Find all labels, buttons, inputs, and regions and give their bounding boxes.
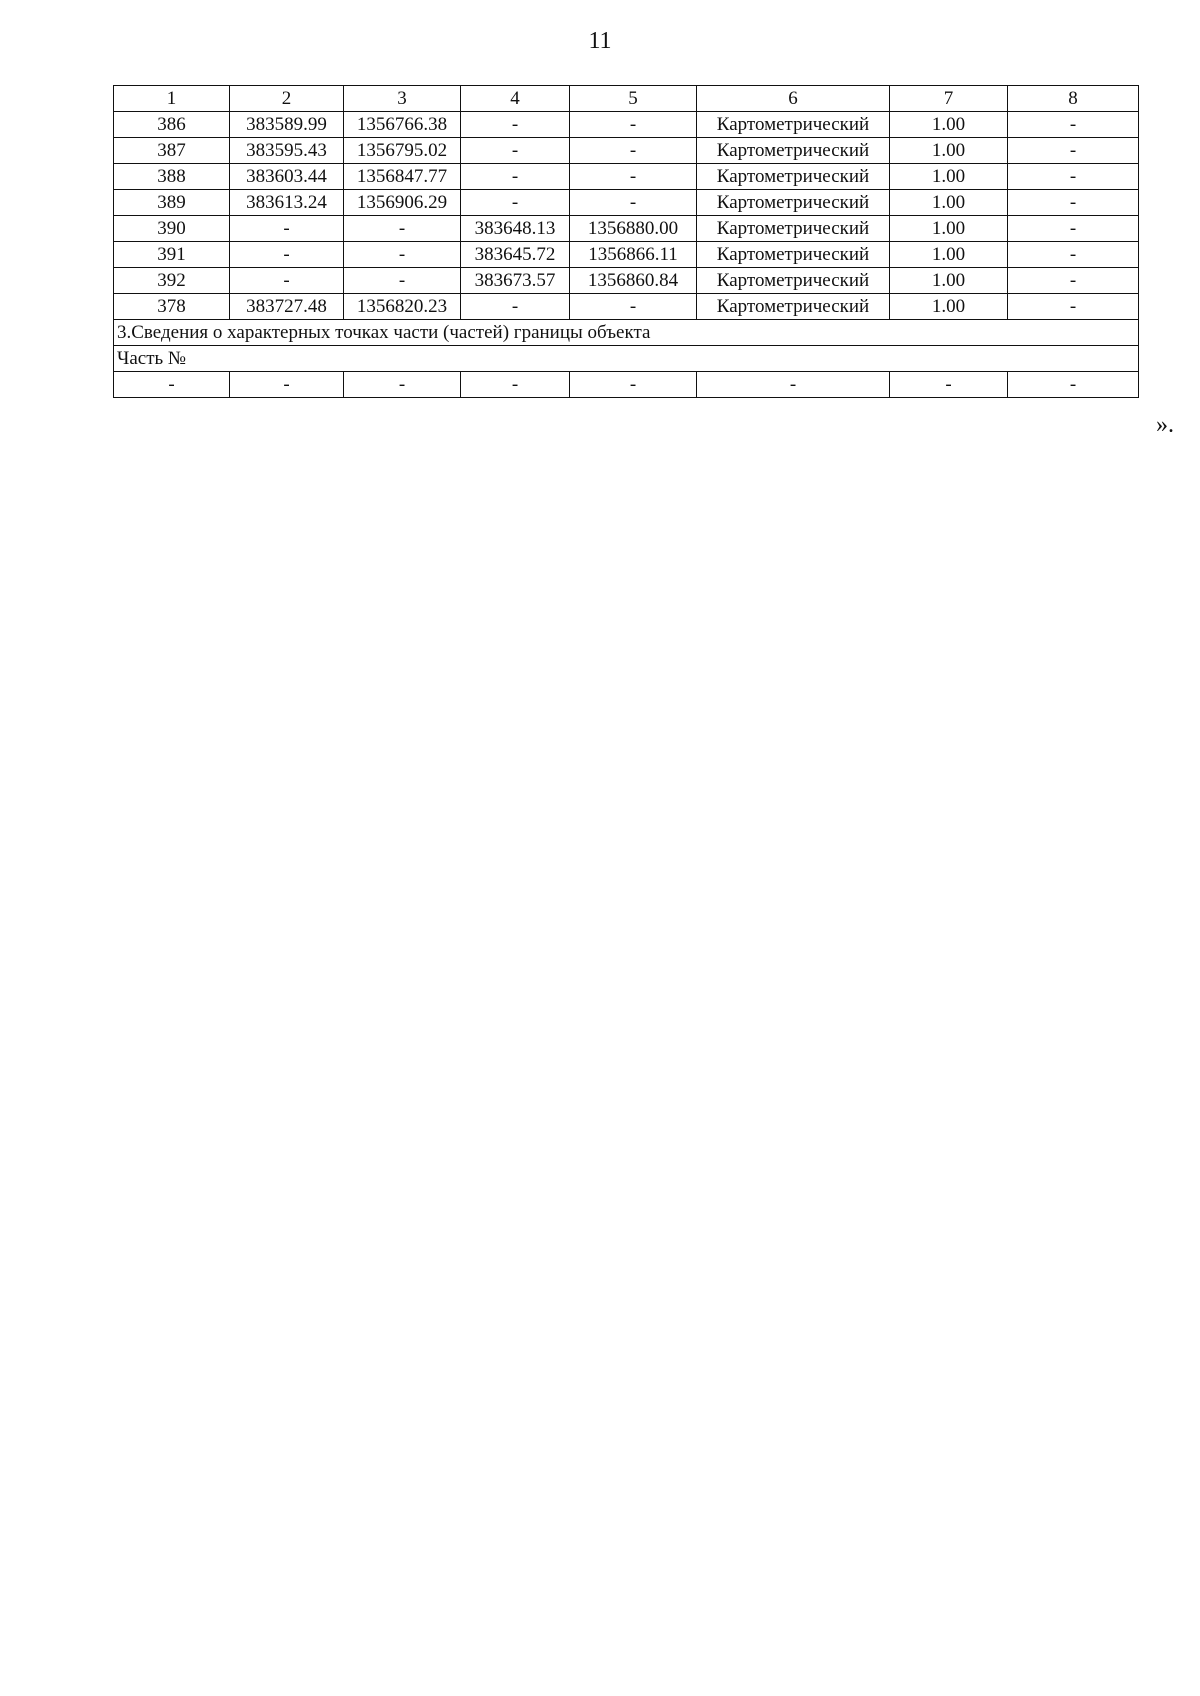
table-cell-col-7: 1.00 bbox=[890, 164, 1008, 190]
table-cell-col-7: 1.00 bbox=[890, 190, 1008, 216]
table-cell-col-2: - bbox=[230, 242, 344, 268]
table-cell-col-5: - bbox=[570, 138, 697, 164]
table-cell-col-7: 1.00 bbox=[890, 294, 1008, 320]
table-header-row bbox=[114, 86, 1139, 112]
table-cell-col-7: 1.00 bbox=[890, 138, 1008, 164]
table-cell-col-4: - bbox=[461, 294, 570, 320]
table-cell-col-6: Картометрический bbox=[697, 138, 890, 164]
table-cell-col-8: - bbox=[1008, 138, 1139, 164]
table-cell-col-4: 383645.72 bbox=[461, 242, 570, 268]
table-cell-col-8: - bbox=[1008, 216, 1139, 242]
table-cell-col-1: 392 bbox=[114, 268, 230, 294]
table-cell-col-5: 1356860.84 bbox=[570, 268, 697, 294]
table-cell-col-3: - bbox=[344, 242, 461, 268]
table-row bbox=[114, 138, 1139, 164]
table-row bbox=[114, 190, 1139, 216]
table-cell-col-8: 8 bbox=[1008, 86, 1139, 112]
table-cell-col-8: - bbox=[1008, 294, 1139, 320]
table-cell-col-8: - bbox=[1008, 112, 1139, 138]
table-cell-col-2: - bbox=[230, 216, 344, 242]
table-row bbox=[114, 294, 1139, 320]
table-row bbox=[114, 242, 1139, 268]
table-cell-col-1: 387 bbox=[114, 138, 230, 164]
table-cell-col-6: - bbox=[697, 372, 890, 398]
part-label: Часть № bbox=[114, 346, 1139, 372]
table-cell-col-3: 3 bbox=[344, 86, 461, 112]
table-cell-col-6: Картометрический bbox=[697, 242, 890, 268]
table-cell-col-4: - bbox=[461, 164, 570, 190]
table-cell-col-3: 1356847.77 bbox=[344, 164, 461, 190]
table-cell-col-6: Картометрический bbox=[697, 268, 890, 294]
page-number: 11 bbox=[588, 28, 612, 54]
table-cell-col-8: - bbox=[1008, 268, 1139, 294]
table-cell-col-6: Картометрический bbox=[697, 216, 890, 242]
table-cell-col-6: Картометрический bbox=[697, 190, 890, 216]
table-row bbox=[114, 164, 1139, 190]
table-cell-col-3: - bbox=[344, 372, 461, 398]
table-cell-col-3: - bbox=[344, 268, 461, 294]
table-cell-col-3: - bbox=[344, 216, 461, 242]
table-cell-col-2: 383595.43 bbox=[230, 138, 344, 164]
table-cell-col-5: - bbox=[570, 372, 697, 398]
table-cell-col-2: - bbox=[230, 268, 344, 294]
table-row bbox=[114, 268, 1139, 294]
table-cell-col-1: 390 bbox=[114, 216, 230, 242]
table-cell-col-4: - bbox=[461, 138, 570, 164]
table-cell-col-1: 1 bbox=[114, 86, 230, 112]
coordinates-table bbox=[113, 85, 1139, 398]
table-cell-col-6: 6 bbox=[697, 86, 890, 112]
table-cell-col-2: 383589.99 bbox=[230, 112, 344, 138]
table-cell-col-7: 1.00 bbox=[890, 242, 1008, 268]
table-cell-col-4: 383648.13 bbox=[461, 216, 570, 242]
table-cell-col-8: - bbox=[1008, 164, 1139, 190]
section-title: 3.Сведения о характерных точках части (частей) границы объекта bbox=[114, 320, 1139, 346]
table-cell-col-5: 1356866.11 bbox=[570, 242, 697, 268]
section-title-row bbox=[114, 320, 1139, 346]
table-cell-col-7: 1.00 bbox=[890, 268, 1008, 294]
table-cell-col-5: - bbox=[570, 294, 697, 320]
table-cell-col-6: Картометрический bbox=[697, 112, 890, 138]
table-cell-col-8: - bbox=[1008, 190, 1139, 216]
table-cell-col-2: - bbox=[230, 372, 344, 398]
part-label-row bbox=[114, 346, 1139, 372]
table-cell-col-3: 1356820.23 bbox=[344, 294, 461, 320]
table-cell-col-5: - bbox=[570, 112, 697, 138]
table-cell-col-5: 1356880.00 bbox=[570, 216, 697, 242]
table-cell-col-2: 383613.24 bbox=[230, 190, 344, 216]
table-cell-col-1: 386 bbox=[114, 112, 230, 138]
table-cell-col-7: - bbox=[890, 372, 1008, 398]
table-cell-col-5: - bbox=[570, 190, 697, 216]
table-cell-col-1: 388 bbox=[114, 164, 230, 190]
table-cell-col-4: 383673.57 bbox=[461, 268, 570, 294]
table-cell-col-3: 1356795.02 bbox=[344, 138, 461, 164]
table-row bbox=[114, 216, 1139, 242]
table-cell-col-5: 5 bbox=[570, 86, 697, 112]
table-cell-col-7: 1.00 bbox=[890, 112, 1008, 138]
table-cell-col-4: - bbox=[461, 190, 570, 216]
table-cell-col-7: 1.00 bbox=[890, 216, 1008, 242]
table-cell-col-1: 378 bbox=[114, 294, 230, 320]
table-cell-col-5: - bbox=[570, 164, 697, 190]
table-cell-col-1: 391 bbox=[114, 242, 230, 268]
table-cell-col-8: - bbox=[1008, 242, 1139, 268]
table-cell-col-6: Картометрический bbox=[697, 294, 890, 320]
table-cell-col-2: 383603.44 bbox=[230, 164, 344, 190]
table-cell-col-2: 2 bbox=[230, 86, 344, 112]
table-empty-row bbox=[114, 372, 1139, 398]
table-cell-col-1: - bbox=[114, 372, 230, 398]
table-cell-col-6: Картометрический bbox=[697, 164, 890, 190]
table-cell-col-2: 383727.48 bbox=[230, 294, 344, 320]
table-cell-col-3: 1356766.38 bbox=[344, 112, 461, 138]
table-cell-col-4: - bbox=[461, 112, 570, 138]
table-cell-col-4: - bbox=[461, 372, 570, 398]
table-cell-col-3: 1356906.29 bbox=[344, 190, 461, 216]
closing-quote-mark: ». bbox=[1156, 412, 1174, 438]
table-row bbox=[114, 112, 1139, 138]
table-cell-col-7: 7 bbox=[890, 86, 1008, 112]
table-cell-col-1: 389 bbox=[114, 190, 230, 216]
table-cell-col-8: - bbox=[1008, 372, 1139, 398]
table-cell-col-4: 4 bbox=[461, 86, 570, 112]
